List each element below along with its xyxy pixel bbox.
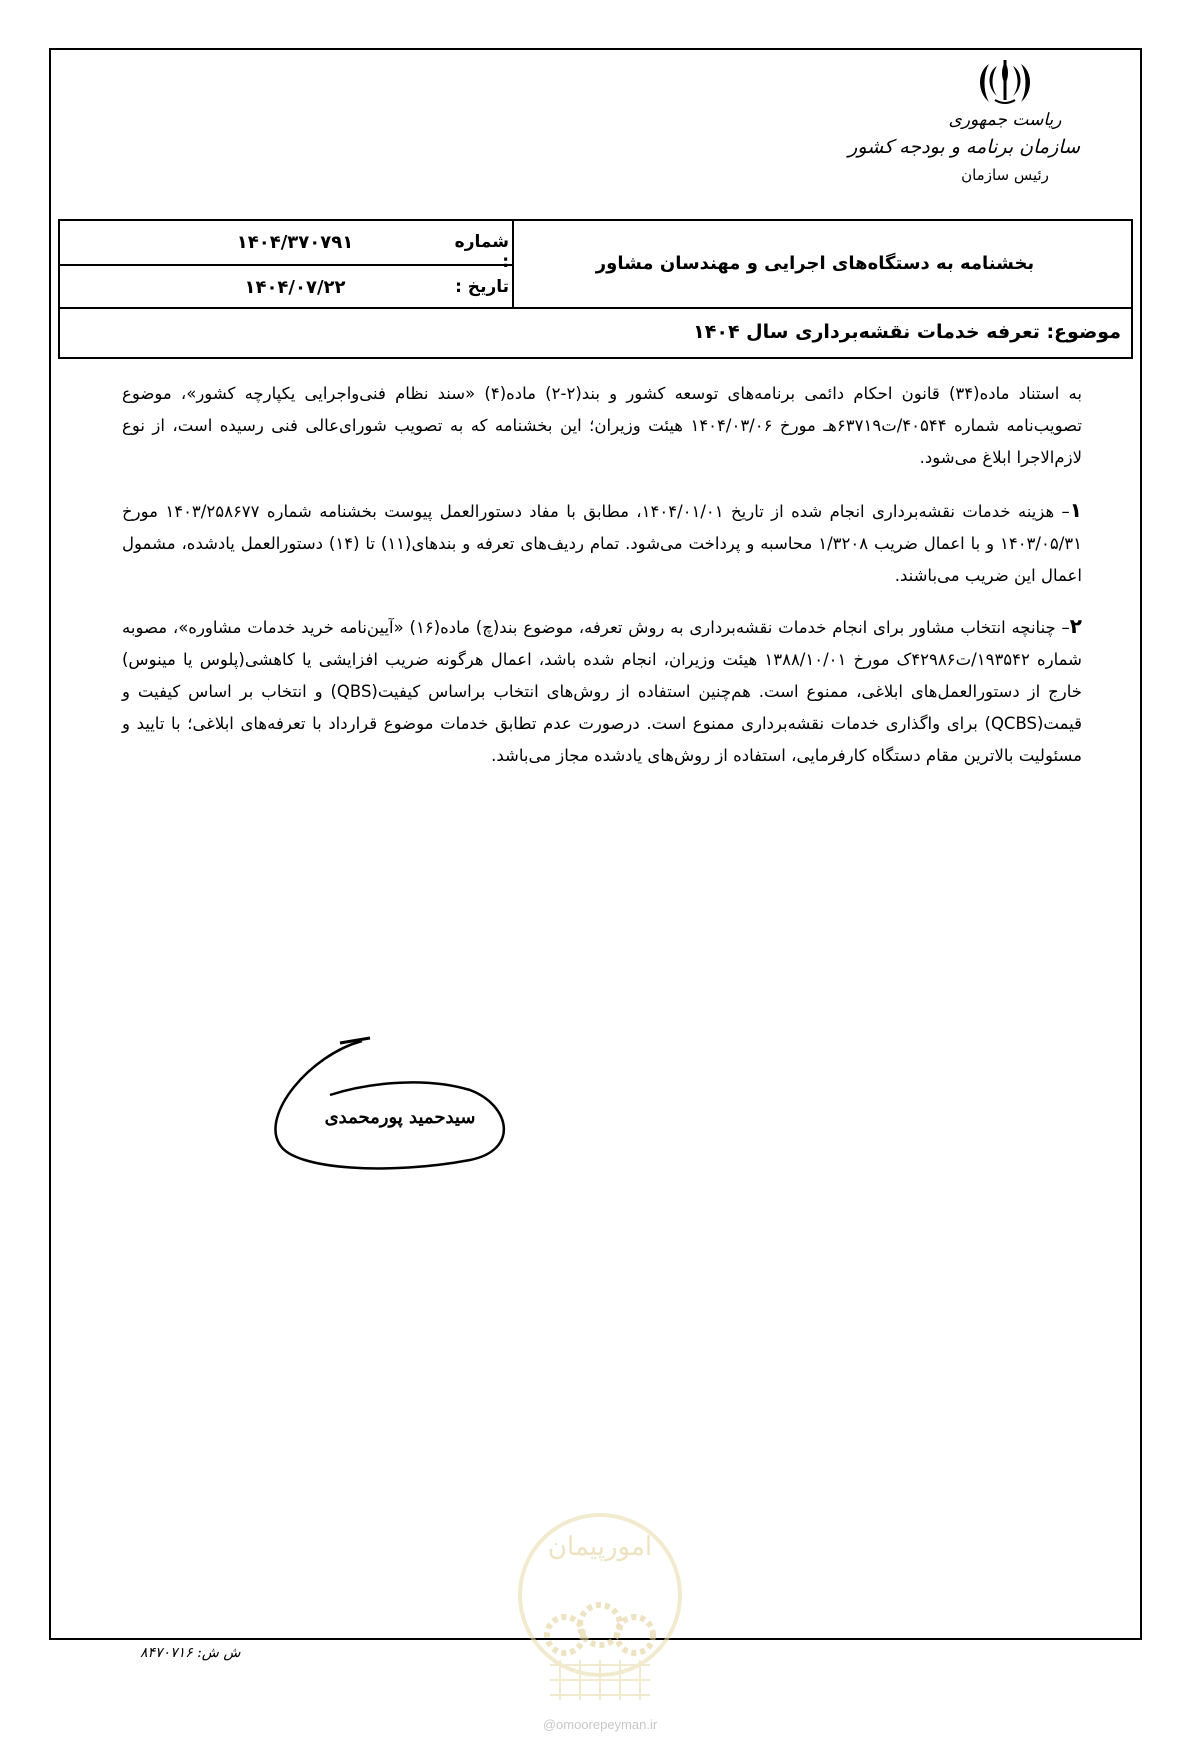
subject-box	[58, 307, 1133, 359]
svg-text:امورپیمان: امورپیمان	[547, 1532, 653, 1562]
item-2-number: ۲	[1069, 614, 1082, 638]
item-1	[122, 494, 1082, 592]
date-value: ۱۴۰۴/۰۷/۲۲	[244, 277, 346, 298]
letterhead-line-1: ریاست جمهوری	[948, 110, 1062, 130]
item-1-number: ۱	[1069, 498, 1083, 522]
watermark-logo-icon	[490, 1485, 710, 1715]
recipients: بخشنامه به دستگاه‌های اجرایی و مهندسان مشاور	[595, 253, 1035, 274]
body-text	[122, 378, 1082, 790]
meta-box	[58, 219, 1133, 309]
letterhead	[848, 58, 1080, 208]
letterhead-line-2: سازمان برنامه و بودجه کشور	[848, 136, 1080, 158]
letterhead-line-3: رئیس سازمان	[961, 166, 1049, 184]
footer-code: ش ش: ۸۴۷۰۷۱۶	[140, 1645, 241, 1661]
subject: موضوع: تعرفه خدمات نقشه‌برداری سال ۱۴۰۴	[693, 321, 1121, 343]
signature-name: سیدحمید پورمحمدی	[324, 1107, 476, 1128]
item-2	[122, 610, 1082, 772]
watermark-url: @omoorepeyman.ir	[542, 1717, 658, 1732]
date-label: تاریخ :	[455, 277, 509, 297]
iran-emblem-icon	[975, 58, 1035, 106]
item-1-text: – هزینه خدمات نقشه‌برداری انجام شده از تاریخ ۱۴۰۴/۰۱/۰۱، مطابق با مفاد دستورالعمل پیوست بخشنامه شماره ۱۴۰۳/۲۵۸۶۷۷ مورخ ۱۴۰۳/۰۵/۳۱ و با اعمال ضریب ۱/۳۲۰۸ محاسبه و پرداخت می‌شود. تمام ردیف‌های تعرفه و بندهای(۱۱) تا (۱۴) دستورالعمل یادشده، مشمول اعمال این ضریب می‌باشند.	[122, 502, 1082, 585]
watermark	[490, 1485, 710, 1755]
signature	[270, 1035, 540, 1185]
meta-divider-vertical	[512, 221, 514, 309]
item-2-text: – چنانچه انتخاب مشاور برای انجام خدمات نقشه‌برداری به روش تعرفه، موضوع بند(چ) ماده(۱۶) «آیین‌نامه خرید خدمات مشاوره»، مصوبه شماره ۱۹۳۵۴۲/ت۴۲۹۸۶ک مورخ ۱۳۸۸/۱۰/۰۱ هیئت وزیران، انجام شده باشد، اعمال هرگونه ضریب افزایشی یا کاهشی(پلوس یا مینوس) خارج از دستورالعمل‌های ابلاغی، ممنوع است. هم‌چنین استفاده از روش‌های انتخاب براساس کیفیت(QBS) و انتخاب بر اساس کیفیت و قیمت(QCBS) برای واگذاری خدمات نقشه‌برداری ممنوع است. درصورت عدم تطابق خدمات موضوع قرارداد با تعرفه‌های ابلاغی؛ با تایید و مسئولیت بالاترین مقام دستگاه کارفرمایی، استفاده از روش‌های یادشده مجاز می‌باشد.	[122, 618, 1082, 765]
number-label: شماره :	[454, 232, 509, 272]
intro-paragraph: به استناد ماده(۳۴) قانون احکام دائمی برنامه‌های توسعه کشور و بند(۲-۲) ماده(۴) «سند نظام فنی‌واجرایی یکپارچه کشور»، موضوع تصویب‌نامه شماره ۴۰۵۴۴/ت۶۳۷۱۹هـ مورخ ۱۴۰۴/۰۳/۰۶ هیئت وزیران؛ این بخشنامه که به تصویب شورای‌عالی فنی رسیده است، از نوع لازم‌الاجرا ابلاغ می‌شود.	[122, 384, 1082, 467]
number-value: ۱۴۰۴/۳۷۰۷۹۱	[236, 232, 354, 253]
